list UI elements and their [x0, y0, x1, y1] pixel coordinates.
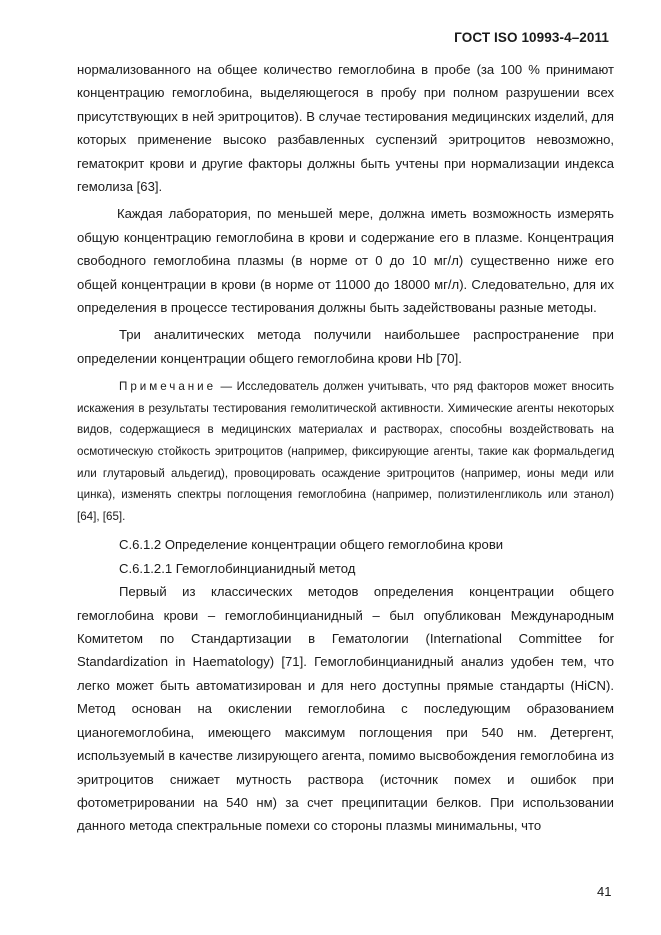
note-paragraph [77, 376, 614, 527]
page-body [77, 58, 614, 838]
note-text: — Исследователь должен учитывать, что ряд факторов может вносить искажения в результаты тестирования гемолитической активности. Химические агенты некоторых видов, содержащиеся в медицинских материалах и растворах, способны воздействовать на осмотическую стойкость эритроцитов (например, фиксирующие агенты, такие как формальдегид или глутаровый альдегид), провоцировать осаждение эритроцитов (например, ионы меди или цинка), изменять спектры поглощения гемоглобина (например, полиэтиленгликоль или этанол) [64], [65]. [77, 380, 614, 523]
page-number: 41 [597, 884, 612, 899]
paragraph-continuation: нормализованного на общее количество гемоглобина в пробе (за 100 % принимают концентрацию гемоглобина, выделяющегося в пробу при полном разрушении всех присутствующих в ней эритроцитов). В случае тестирования медицинских изделий, для которых применение высоко разбавленных суспензий эритроцитов невозможно, гематокрит крови и другие факторы должны быть учтены при нормализации индекса гемолиза [63]. [77, 62, 614, 195]
section-heading: С.6.1.2 Определение концентрации общего гемоглобина крови [119, 537, 504, 553]
subsection-heading: С.6.1.2.1 Гемоглобинцианидный метод [119, 560, 356, 576]
paragraph-laboratory: Каждая лаборатория, по меньшей мере, должна иметь возможность измерять общую концентрацию гемоглобина в крови и содержание его в плазме. Концентрация свободного гемоглобина плазмы (в норме от 0 до 10 мг/л) существенно ниже его общей концентрации в крови (в норме от 11000 до 18000 мг/л). Следовательно, для их определения в процессе тестирования должны быть задействованы разные методы. [77, 206, 614, 316]
paragraph-analytic-methods: Три аналитических метода получили наибольшее распространение при определении концентрации общего гемоглобина крови Hb [70]. [77, 327, 614, 366]
note-label: Примечание [119, 380, 217, 394]
paragraph-hemoglobincyanide: Первый из классических методов определения концентрации общего гемоглобина крови – гемоглобинцианидный – был опубликован Международным Комитетом по Стандартизации в Гематологии (International Committee for Standardization in Haematology) [71]. Гемоглобинцианидный анализ удобен тем, что легко может быть автоматизирован и для него доступны прямые стандарты (HiCN). Метод основан на окислении гемоглобина с последующим образованием цианогемоглобина, имеющего максимум поглощения при 540 нм. Детергент, используемый в качестве лизирующего агента, помимо высвобождения гемоглобина из эритроцитов снижает мутность раствора (источник помех и ошибок при фотометрировании на 540 нм) за счет преципитации белков. При использовании данного метода спектральные помехи со стороны плазмы минимальны, что [77, 584, 614, 834]
document-header: ГОСТ ISO 10993-4–2011 [454, 30, 609, 45]
